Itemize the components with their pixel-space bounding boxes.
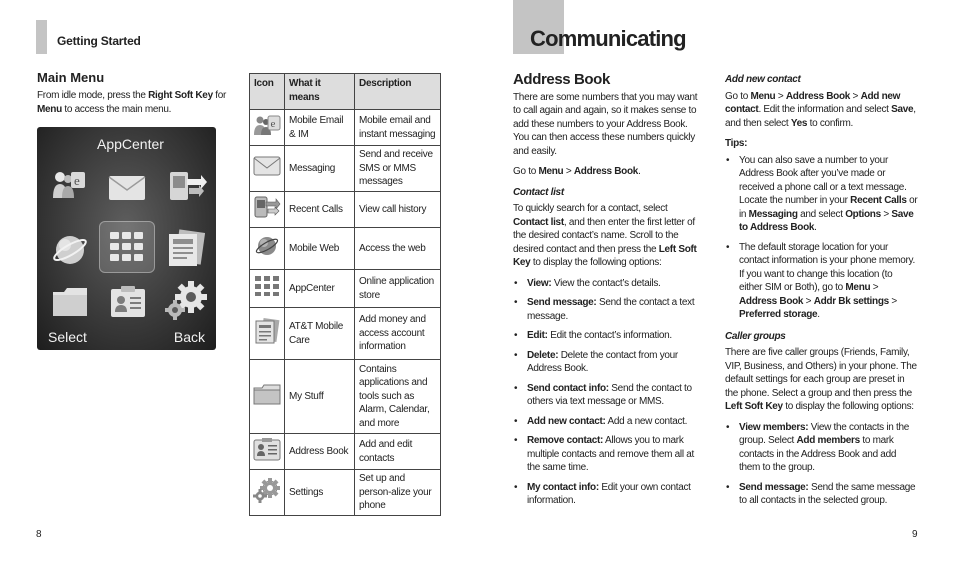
care-documents-icon (167, 228, 205, 268)
text-run: Send the same message to all contacts in the selected group. (739, 481, 916, 506)
address-book-icon (250, 434, 285, 470)
table-cell-meaning: Messaging (285, 146, 355, 192)
right-column-1 (513, 73, 703, 514)
bold-run: Contact list (513, 216, 564, 228)
bold-run: Recent Calls (850, 195, 907, 206)
text-run: > (880, 208, 892, 220)
contact-option-text: Add a new contact. (605, 415, 688, 427)
caller-group-option (725, 421, 918, 475)
text-run: to display the following options: (782, 401, 914, 412)
text-run: or in (739, 195, 918, 220)
contact-option (513, 382, 703, 409)
table-cell-meaning: Settings (285, 470, 355, 516)
table-row (250, 470, 441, 516)
contact-option (513, 434, 703, 475)
main-menu-heading: Main Menu (37, 70, 105, 85)
text-run: > (850, 90, 861, 102)
bold-run: Save (891, 104, 914, 115)
bold-run: Add members (796, 435, 860, 446)
contact-list-intro (513, 202, 703, 270)
table-row (250, 434, 441, 470)
text-run: to confirm. (807, 117, 854, 129)
address-book-heading: Address Book (513, 71, 610, 88)
contact-option-text: Allows you to mark multiple contacts and remove them all at the same time. (527, 435, 694, 473)
text-run: , and then enter the first letter of the desired contact’s name. Scroll to the desired contact and then press the (513, 216, 695, 255)
select-softkey-label: Select (48, 329, 87, 345)
table-cell-meaning: Mobile Email & IM (285, 110, 355, 146)
contact-list-options (513, 277, 703, 508)
caller-group-option (725, 481, 918, 508)
table-cell-meaning: AT&T Mobile Care (285, 308, 355, 360)
bold-run: Menu (37, 103, 62, 115)
text-run: View the contacts in the group. Select (739, 421, 910, 446)
bold-run: Address Book (739, 295, 804, 307)
caller-groups-body (725, 346, 918, 414)
contact-option-label: Edit: (527, 330, 548, 341)
contact-option-label: Remove contact: (527, 435, 604, 446)
contact-option (513, 481, 703, 508)
contact-option-text: Send the contact to others via text message or MMS. (527, 382, 692, 407)
table-row (250, 110, 441, 146)
contact-option (513, 329, 703, 343)
text-run: . Edit the information and select (758, 104, 892, 115)
table-cell-description: Add money and access account information (355, 308, 441, 360)
text-run: to display the following options: (530, 257, 662, 268)
table-header-row (250, 74, 441, 110)
text-run: to mark contacts in the Address Book and add them to the group. (739, 435, 897, 473)
bold-run: Address Book (785, 90, 851, 102)
contact-list-heading: Contact list (513, 186, 564, 198)
contact-option-label: Send contact info: (527, 382, 609, 394)
section-label: Getting Started (57, 34, 141, 48)
mobile-email-im-icon (51, 168, 87, 200)
tips-label: Tips: (725, 138, 748, 149)
bold-run: Save to Address Book (739, 208, 914, 233)
mobile-web-icon (250, 228, 285, 270)
text-run: You can also save a number to your Address Book after you’ve made or received a phone call or a text message. Locate the number in your (739, 154, 907, 206)
phone-screen-title: AppCenter (97, 136, 164, 152)
caller-groups-heading: Caller groups (725, 330, 786, 342)
table-cell-meaning: Address Book (285, 434, 355, 470)
bold-run: Left Soft Key (513, 243, 697, 268)
text-run: > (563, 166, 574, 177)
mobile-email-im-icon (250, 110, 285, 146)
bold-run: Send message: (739, 481, 809, 493)
bold-run: Menu (845, 282, 871, 293)
settings-icon (250, 470, 285, 516)
text-run: for (212, 90, 227, 101)
contact-option-label: View: (527, 277, 552, 289)
folder-icon (51, 286, 89, 318)
contact-option-label: Add new contact: (527, 415, 606, 427)
text-run: , and then select (725, 104, 916, 129)
address-book-goto (513, 165, 703, 179)
table-cell-meaning: Mobile Web (285, 228, 355, 270)
section-tab (36, 20, 47, 54)
globe-icon (51, 231, 89, 269)
bold-run: Yes (790, 117, 808, 129)
table-cell-description: Contains applications and tools such as Alarm, Calendar, and more (355, 360, 441, 434)
contact-option (513, 277, 703, 291)
text-run: To quickly search for a contact, select (513, 203, 668, 214)
text-run: . (814, 222, 817, 233)
contact-option-text: Edit your own contact information. (527, 481, 691, 506)
tips-list (725, 154, 918, 322)
appcenter-icon (250, 270, 285, 308)
text-run: There are five caller groups (Friends, Family, VIP, Business, and Others) in your phone. The default settings for each group are preset in the phone. Select a group and then press the (725, 347, 917, 399)
text-run: . (817, 309, 820, 320)
contact-option-label: My contact info: (527, 481, 599, 493)
address-book-intro: There are some numbers that you may want to call again and again, so it makes sense to add these numbers to your Address Book. You can then access these numbers quickly and easily. (513, 91, 698, 157)
table-cell-description: Mobile email and instant messaging (355, 110, 441, 146)
bold-run: Add new contact (725, 90, 901, 115)
table-row (250, 360, 441, 434)
bold-run: Right Soft Key (148, 90, 213, 101)
text-run: Go to (725, 90, 751, 102)
table-cell-description: Send and receive SMS or MMS messages (355, 146, 441, 192)
text-run: From idle mode, press the (37, 90, 149, 101)
tip-item (725, 154, 918, 235)
text-run: The default storage location for your contact information is your phone memory. If you want to change this location (to either SIM or Both), go to (739, 241, 915, 293)
text-run: > (775, 90, 786, 102)
text-run: to access the main menu. (61, 103, 172, 115)
table-row (250, 270, 441, 308)
contact-option-text: View the contact’s details. (551, 277, 661, 289)
contact-option-text: Send the contact a text message. (527, 297, 695, 322)
contact-option-text: Edit the contact’s information. (547, 330, 672, 341)
recent-calls-icon (250, 192, 285, 228)
svg-text:e: e (74, 173, 80, 188)
page-number-left: 8 (36, 529, 42, 540)
bold-run: Preferred storage (739, 309, 818, 320)
contact-option (513, 415, 703, 429)
page-number-right: 9 (912, 529, 918, 540)
table-cell-description: Access the web (355, 228, 441, 270)
contact-option-label: Send message: (527, 297, 597, 308)
add-new-contact-heading: Add new contact (725, 74, 801, 85)
messaging-icon (250, 146, 285, 192)
contact-option-text: Delete the contact from your Address Book. (527, 349, 678, 374)
recent-calls-icon (167, 169, 207, 203)
bold-run: Menu (750, 90, 776, 102)
apps-grid-icon (109, 230, 145, 264)
table-row (250, 146, 441, 192)
bold-run: Addr Bk settings (813, 295, 889, 307)
main-menu-instructions (37, 89, 232, 116)
caller-groups-options (725, 421, 918, 508)
column-header-meaning: What it means (285, 74, 355, 110)
my-stuff-icon (250, 360, 285, 434)
table-cell-meaning: Recent Calls (285, 192, 355, 228)
table-cell-description: View call history (355, 192, 441, 228)
add-new-contact-body (725, 90, 918, 131)
contact-option-label: Delete: (527, 349, 559, 361)
tip-item (725, 241, 918, 322)
table-cell-meaning: My Stuff (285, 360, 355, 434)
text-run: Go to (513, 166, 539, 177)
bold-run: Messaging (748, 208, 798, 220)
envelope-icon (108, 175, 146, 201)
chapter-title: Communicating (530, 26, 686, 51)
att-mobile-care-icon (250, 308, 285, 360)
back-softkey-label: Back (173, 329, 205, 345)
bold-run: Left Soft Key (725, 401, 783, 412)
text-run: > (888, 295, 897, 307)
main-menu-icon-table (249, 73, 441, 516)
contact-option (513, 296, 703, 323)
table-cell-description: Online application store (355, 270, 441, 308)
column-header-description: Description (355, 74, 441, 110)
bold-run: Address Book (573, 166, 639, 177)
bold-run: Options (845, 208, 881, 220)
table-cell-description: Add and edit contacts (355, 434, 441, 470)
table-cell-description: Set up and person-alize your phone (355, 470, 441, 516)
svg-text:e: e (270, 118, 276, 131)
contact-option (513, 349, 703, 376)
table-row (250, 228, 441, 270)
address-book-icon (109, 285, 147, 319)
text-run: . (638, 166, 641, 177)
bold-run: Menu (538, 166, 564, 177)
column-header-icon: Icon (250, 74, 285, 110)
gear-icon (165, 279, 209, 321)
table-row (250, 192, 441, 228)
text-run: and select (797, 208, 846, 220)
bold-run: View members: (739, 421, 809, 433)
table-cell-meaning: AppCenter (285, 270, 355, 308)
table-row (250, 308, 441, 360)
text-run: > (870, 282, 879, 293)
text-run: > (803, 295, 814, 307)
right-column-2 (725, 73, 918, 514)
phone-screen (37, 127, 216, 350)
